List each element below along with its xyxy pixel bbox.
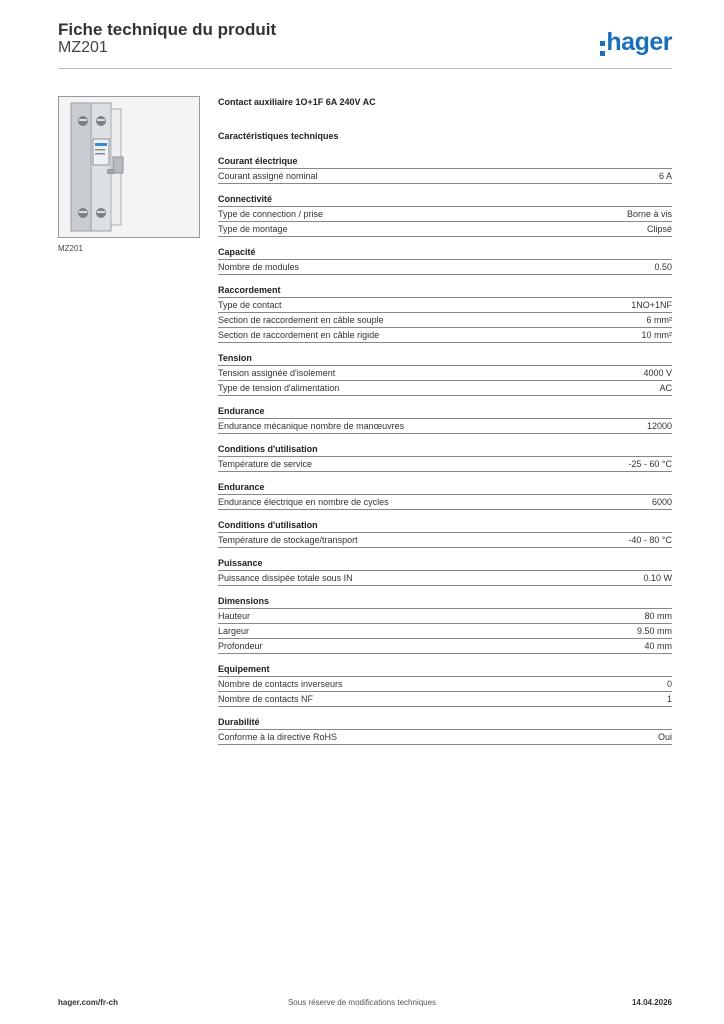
spec-label: Endurance électrique en nombre de cycles (218, 497, 389, 507)
spec-row (218, 298, 672, 313)
spec-value: 6 A (658, 171, 672, 181)
spec-label: Type de connection / prise (218, 209, 324, 219)
spec-row (218, 419, 672, 434)
logo-text: hager (606, 28, 672, 56)
spec-label: Nombre de contacts inverseurs (218, 679, 343, 689)
spec-value: Oui (657, 732, 672, 742)
product-description: Contact auxiliaire 1O+1F 6A 240V AC (218, 97, 376, 107)
spec-row (218, 624, 672, 639)
spec-row (218, 169, 672, 184)
spec-label: Température de stockage/transport (218, 535, 358, 545)
spec-row (218, 677, 672, 692)
spec-group (218, 595, 672, 654)
spec-label: Endurance mécanique nombre de manœuvres (218, 421, 405, 431)
spec-group-title: Conditions d'utilisation (218, 443, 672, 457)
spec-value: AC (659, 383, 672, 393)
spec-group-title: Connectivité (218, 193, 672, 207)
spec-row (218, 571, 672, 586)
spec-value: 4000 V (643, 368, 672, 378)
page-title: Fiche technique du produit (58, 20, 277, 39)
spec-label: Type de tension d'alimentation (218, 383, 340, 393)
spec-group (218, 352, 672, 396)
spec-group (218, 663, 672, 707)
product-reference: MZ201 (58, 39, 108, 56)
spec-label: Puissance dissipée totale sous IN (218, 573, 353, 583)
spec-group (218, 284, 672, 343)
spec-group-title: Equipement (218, 663, 672, 677)
header-divider (58, 68, 672, 69)
spec-label: Hauteur (218, 611, 251, 621)
spec-row (218, 260, 672, 275)
spec-value: 12000 (646, 421, 672, 431)
auxiliary-contact-image-icon (59, 97, 199, 237)
spec-group (218, 557, 672, 586)
spec-row (218, 328, 672, 343)
spec-value: 0.50 (654, 262, 672, 272)
spec-value: 40 mm (644, 641, 672, 651)
spec-value: Clipsé (646, 224, 672, 234)
spec-row (218, 381, 672, 396)
spec-row (218, 533, 672, 548)
spec-value: 10 mm² (641, 330, 672, 340)
spec-value: -40 - 80 °C (628, 535, 672, 545)
spec-label: Section de raccordement en câble rigide (218, 330, 380, 340)
spec-row (218, 730, 672, 745)
spec-value: 9.50 mm (636, 626, 672, 636)
spec-row (218, 495, 672, 510)
spec-label: Température de service (218, 459, 313, 469)
spec-group (218, 481, 672, 510)
spec-value: Borne à vis (626, 209, 672, 219)
product-photo (58, 96, 200, 238)
spec-group-title: Dimensions (218, 595, 672, 609)
footer-disclaimer: Sous réserve de modifications techniques (287, 998, 437, 1007)
spec-group-title: Courant électrique (218, 155, 672, 169)
spec-value: 0 (666, 679, 672, 689)
spec-row (218, 639, 672, 654)
spec-label: Nombre de modules (218, 262, 300, 272)
spec-group-title: Endurance (218, 405, 672, 419)
spec-value: 6 mm² (646, 315, 672, 325)
spec-group-title: Endurance (218, 481, 672, 495)
spec-value: 0.10 W (643, 573, 672, 583)
spec-content (218, 96, 672, 754)
spec-row (218, 207, 672, 222)
spec-group-title: Tension (218, 352, 672, 366)
spec-label: Courant assigné nominal (218, 171, 318, 181)
spec-label: Tension assignée d'isolement (218, 368, 336, 378)
spec-group (218, 519, 672, 548)
spec-label: Type de montage (218, 224, 288, 234)
footer-website: hager.com/fr-ch (58, 998, 119, 1007)
photo-caption: MZ201 (58, 244, 83, 253)
spec-value: 1 (666, 694, 672, 704)
spec-group (218, 443, 672, 472)
footer-date: 14.04.2026 (631, 998, 672, 1007)
spec-group-title: Conditions d'utilisation (218, 519, 672, 533)
spec-group (218, 716, 672, 745)
spec-label: Largeur (218, 626, 250, 636)
spec-group-title: Raccordement (218, 284, 672, 298)
spec-label: Type de contact (218, 300, 282, 310)
spec-group-title: Capacité (218, 246, 672, 260)
spec-row (218, 313, 672, 328)
spec-row (218, 692, 672, 707)
spec-row (218, 609, 672, 624)
spec-groups (218, 155, 672, 745)
spec-value: 6000 (651, 497, 672, 507)
spec-row (218, 222, 672, 237)
spec-label: Conforme à la directive RoHS (218, 732, 338, 742)
spec-label: Section de raccordement en câble souple (218, 315, 384, 325)
spec-group-title: Puissance (218, 557, 672, 571)
hager-logo (600, 28, 672, 57)
spec-row (218, 366, 672, 381)
spec-row (218, 457, 672, 472)
spec-group (218, 246, 672, 275)
spec-label: Profondeur (218, 641, 263, 651)
spec-group (218, 155, 672, 184)
spec-label: Nombre de contacts NF (218, 694, 314, 704)
spec-value: 1NO+1NF (631, 300, 672, 310)
spec-value: -25 - 60 °C (628, 459, 672, 469)
spec-group (218, 193, 672, 237)
spec-group-title: Durabilité (218, 716, 672, 730)
spec-group (218, 405, 672, 434)
section-title: Caractéristiques techniques (218, 131, 339, 141)
spec-value: 80 mm (644, 611, 672, 621)
